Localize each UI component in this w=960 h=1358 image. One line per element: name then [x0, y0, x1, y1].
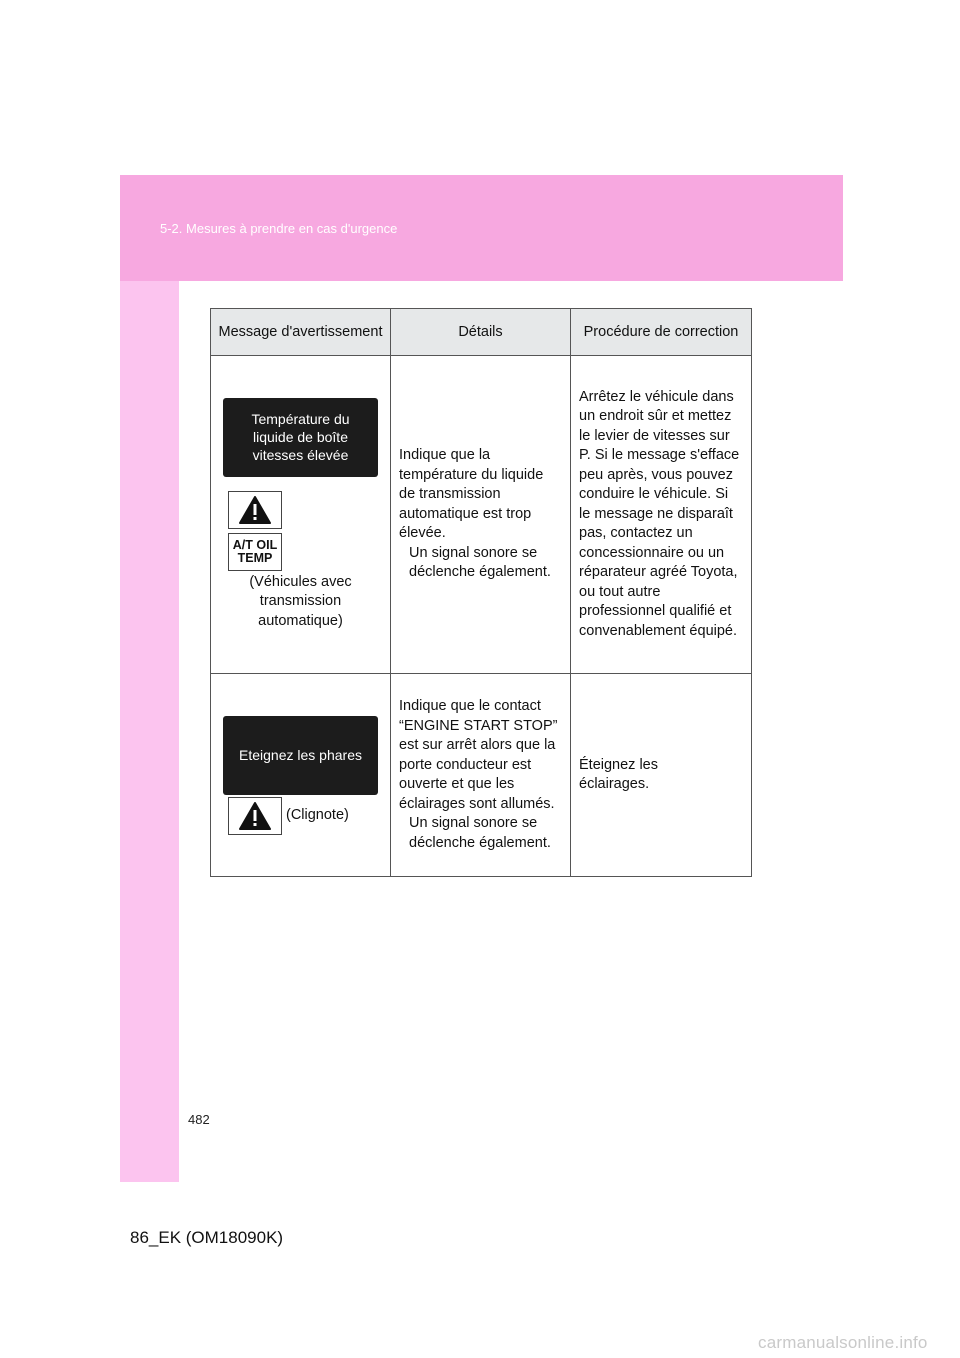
table-row: [211, 674, 752, 877]
warning-icons: [228, 491, 382, 571]
details-cell: [391, 674, 571, 877]
display-text: Température du liquide de boîte vitesses élevée: [251, 411, 350, 464]
message-cell: [211, 674, 391, 877]
procedure-text: Éteignez les éclairages.: [579, 756, 658, 792]
flash-note: (Clignote): [286, 806, 349, 823]
section-title: 5-2. Mesures à prendre en cas d'urgence: [160, 221, 398, 236]
warning-display: [223, 398, 378, 477]
procedure-text: Arrêtez le véhicule dans un endroit sûr et mettez le levier de vitesses sur P. Si le message s'efface peu après, vous pouvez conduire le véhicule. Si le message ne disparaît pas, contactez un concessionnaire ou un réparateur agréé Toyota, ou tout autre professionnel qualifié et convenablement équipé.: [579, 388, 740, 639]
warning-triangle-icon: [228, 797, 282, 835]
details-cell: [391, 356, 571, 674]
warning-icons: [228, 797, 382, 835]
footer-watermark: carmanualsonline.info: [758, 1333, 928, 1352]
procedure-cell: [571, 674, 752, 877]
column-header-procedure: Procédure de correction: [571, 309, 752, 356]
display-text: Eteignez les phares: [239, 747, 362, 763]
warning-triangle-icon: [228, 491, 282, 529]
table-row: [211, 356, 752, 674]
details-sub-text: Un signal sonore se déclenche également.: [409, 815, 551, 851]
details-text: Indique que le contact “ENGINE START STOP” est sur arrêt alors que la porte conducteur est ouverte et que les éclairages sont allumés.: [399, 698, 558, 812]
message-cell: [211, 356, 391, 674]
document-code: 86_EK (OM18090K): [130, 1228, 284, 1247]
at-oil-temp-icon: A/T OIL TEMP: [228, 533, 282, 571]
details-text: Indique que la température du liquide de transmission automatique est trop élevée.: [399, 447, 544, 542]
vehicle-note: (Véhicules avec transmission automatique): [249, 573, 352, 629]
warning-display: [223, 716, 378, 795]
warning-table: [210, 308, 752, 877]
page-number: 482: [188, 1112, 210, 1127]
column-header-message: Message d'avertissement: [211, 309, 391, 356]
table-header-row: [211, 309, 752, 356]
details-sub-text: Un signal sonore se déclenche également.: [409, 544, 551, 581]
side-strip: [120, 281, 179, 1182]
column-header-details: Détails: [391, 309, 571, 356]
procedure-cell: [571, 356, 752, 674]
